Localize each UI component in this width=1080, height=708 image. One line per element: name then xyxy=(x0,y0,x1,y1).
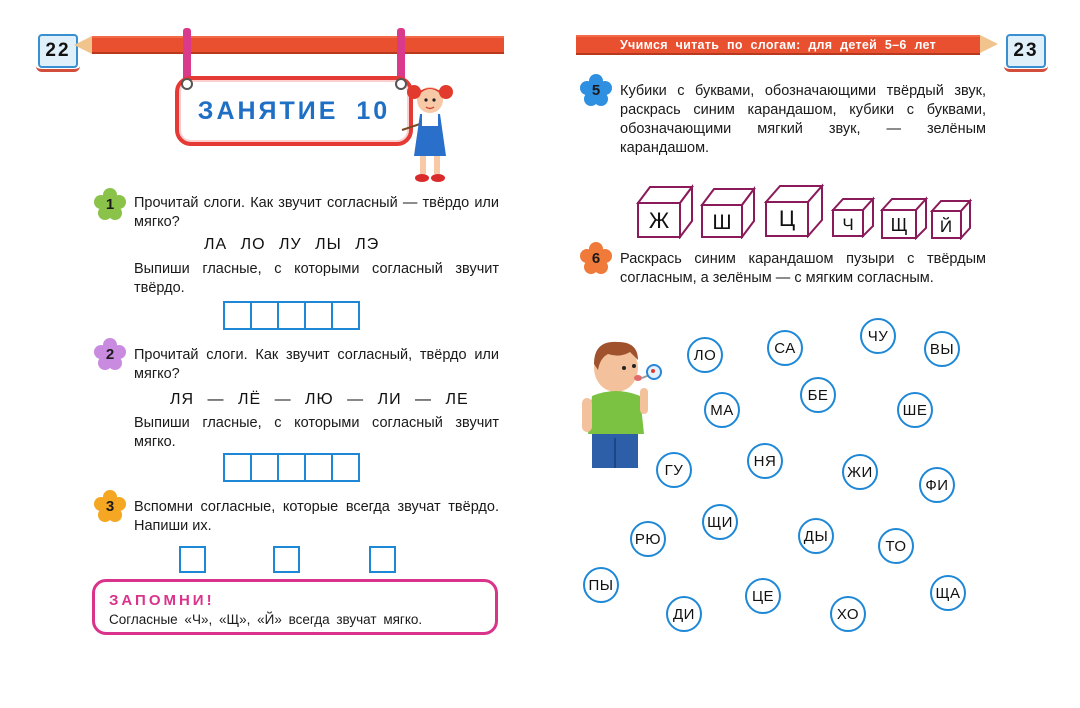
answer-cell[interactable] xyxy=(369,546,396,573)
cube-icon[interactable] xyxy=(764,182,824,238)
task-1-instruction: Выпиши гласные, с которыми согласный звучит твёрдо. xyxy=(134,261,499,296)
bubble-label: БЕ xyxy=(807,386,829,404)
answer-cell[interactable] xyxy=(250,453,279,482)
cube-icon[interactable] xyxy=(930,198,972,240)
bubble[interactable] xyxy=(798,518,834,554)
bubble[interactable] xyxy=(860,318,896,354)
bubble-label: ВЫ xyxy=(929,340,955,358)
answer-cell[interactable] xyxy=(304,453,333,482)
bubble-label: СА xyxy=(774,339,796,357)
bubble-label: ЦЕ xyxy=(751,587,775,605)
remember-text: Согласные «Ч», «Щ», «Й» всегда звучат мягко. xyxy=(109,612,423,627)
remember-heading: ЗАПОМНИ! xyxy=(109,592,215,609)
bubble[interactable] xyxy=(702,504,738,540)
answer-cell[interactable] xyxy=(331,301,360,330)
cube-letter: Щ xyxy=(890,215,908,235)
answer-cell[interactable] xyxy=(250,301,279,330)
bubble[interactable] xyxy=(745,578,781,614)
cube-letter: Ч xyxy=(842,215,854,234)
bubble[interactable] xyxy=(583,567,619,603)
bubble[interactable] xyxy=(919,467,955,503)
girl-illustration xyxy=(400,78,460,186)
bubble-label: ФИ xyxy=(925,476,949,494)
answer-cell[interactable] xyxy=(277,453,306,482)
bubble-label: ШЕ xyxy=(902,401,928,419)
bubble-label: МА xyxy=(710,401,734,419)
bubble-label: ЖИ xyxy=(847,463,873,481)
book-header-title: Учимся читать по слогам: для детей 5–6 лет xyxy=(619,38,937,52)
task-number-2: 2 xyxy=(105,345,115,363)
task-5-text: Кубики с буквами, обозначающими твёрдый звук, раскрась синим карандашом, кубики с буквами, обозначающими мягкий звук, — зелёным карандашом. xyxy=(620,83,986,156)
bubble-label: ТО xyxy=(885,537,907,555)
task-3-text: Вспомни согласные, которые всегда звучат твёрдо. Напиши их. xyxy=(134,499,499,534)
task-2-text: Прочитай слоги. Как звучит согласный, твёрдо или мягко? xyxy=(134,347,499,382)
page-number-left-text: 22 xyxy=(45,40,71,61)
cube-letter: Ц xyxy=(778,206,796,231)
cube-icon[interactable] xyxy=(831,196,875,238)
pencil-icon xyxy=(576,35,980,55)
answer-cell[interactable] xyxy=(273,546,300,573)
task-1-text: Прочитай слоги. Как звучит согласный — твёрдо или мягко? xyxy=(134,195,499,230)
cube-icon[interactable] xyxy=(636,183,694,239)
bubble-label: РЮ xyxy=(634,530,662,548)
task-number-5: 5 xyxy=(591,81,601,99)
bubble-label: ДЫ xyxy=(803,527,829,545)
bubble[interactable] xyxy=(930,575,966,611)
bubble[interactable] xyxy=(924,331,960,367)
page-number-right xyxy=(1006,34,1046,68)
page-number-right-text: 23 xyxy=(1013,40,1039,61)
bubble[interactable] xyxy=(878,528,914,564)
lesson-title: ЗАНЯТИЕ 10 xyxy=(197,96,391,125)
right-page xyxy=(540,0,1080,708)
cube-icon[interactable] xyxy=(880,196,928,240)
bubble[interactable] xyxy=(656,452,692,488)
book-icon xyxy=(1004,61,1048,72)
answer-cell[interactable] xyxy=(179,546,206,573)
bubble-label: ЛО xyxy=(693,346,717,364)
bubble[interactable] xyxy=(897,392,933,428)
bubble-label: ЩА xyxy=(935,584,961,602)
bubble[interactable] xyxy=(830,596,866,632)
page-number-left xyxy=(38,34,78,68)
bubble[interactable] xyxy=(842,454,878,490)
answer-boxes-2[interactable] xyxy=(223,453,358,482)
bubble-label: ПЫ xyxy=(588,576,614,594)
answer-cell[interactable] xyxy=(277,301,306,330)
bubble-label: ЧУ xyxy=(867,327,889,345)
bubble-label: ДИ xyxy=(673,605,695,623)
boy-illustration xyxy=(580,334,670,470)
answer-cell[interactable] xyxy=(331,453,360,482)
task-number-3: 3 xyxy=(105,497,115,515)
task-number-1: 1 xyxy=(105,195,115,213)
ring-left xyxy=(181,78,193,90)
task-number-6: 6 xyxy=(591,249,601,267)
bubble-label: ХО xyxy=(836,605,860,623)
task-2-instruction: Выпиши гласные, с которыми согласный звучит мягко. xyxy=(134,415,499,450)
answer-cell[interactable] xyxy=(223,453,252,482)
book-icon xyxy=(36,61,80,72)
cube-letter: Ж xyxy=(648,208,670,233)
remember-box xyxy=(92,579,498,635)
bubble[interactable] xyxy=(630,521,666,557)
bubble-label: ЩИ xyxy=(707,513,733,531)
bubble[interactable] xyxy=(747,443,783,479)
bubble[interactable] xyxy=(767,330,803,366)
cube-icon[interactable] xyxy=(700,185,756,239)
task-1-syllables: ЛА ЛО ЛУ ЛЫ ЛЭ xyxy=(204,236,380,253)
task-6-text: Раскрась синим карандашом пузыри с твёрдым согласным, а зелёным — с мягким согласным. xyxy=(620,251,986,286)
bubble[interactable] xyxy=(800,377,836,413)
task-2-syllables: ЛЯ — ЛЁ — ЛЮ — ЛИ — ЛЕ xyxy=(170,391,469,408)
bubble[interactable] xyxy=(687,337,723,373)
pencil-icon xyxy=(92,36,504,54)
cube-letter: Ш xyxy=(712,211,732,234)
bubble[interactable] xyxy=(666,596,702,632)
answer-cell[interactable] xyxy=(304,301,333,330)
lesson-title-box xyxy=(175,76,413,146)
answer-cell[interactable] xyxy=(223,301,252,330)
answer-boxes-1[interactable] xyxy=(223,301,358,330)
cube-letter: Й xyxy=(939,217,953,236)
bubble[interactable] xyxy=(704,392,740,428)
bubble-label: ГУ xyxy=(664,461,684,479)
bubble-label: НЯ xyxy=(753,452,777,470)
